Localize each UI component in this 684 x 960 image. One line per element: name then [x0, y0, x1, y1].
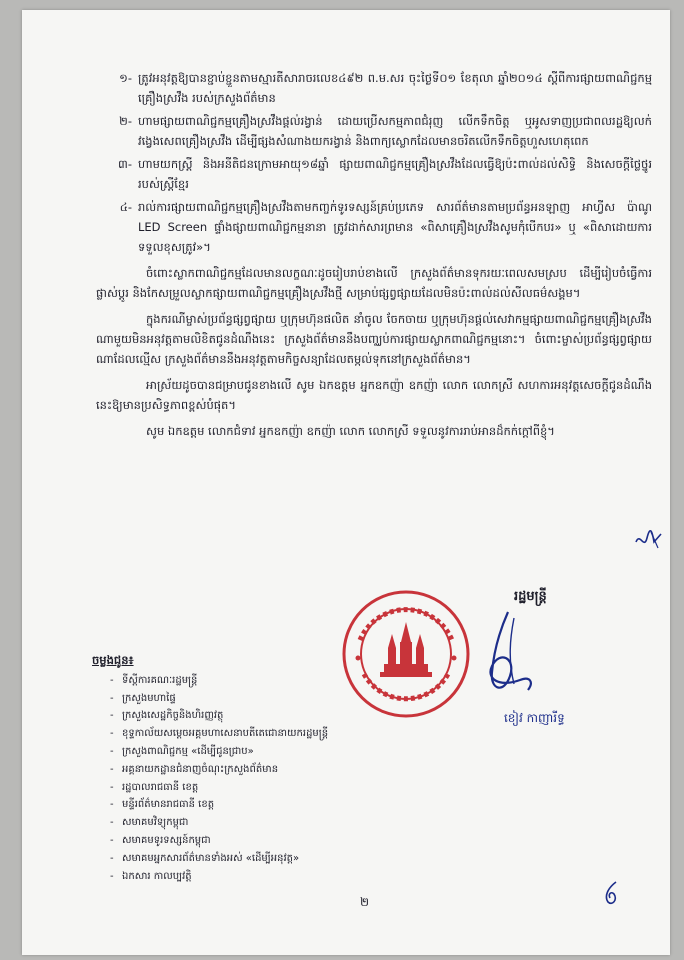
list-item: - ក្រសួងពាណិជ្ជកម្ម «ដើម្បីជូនជ្រាប»	[110, 743, 392, 761]
initial-mark-icon	[634, 528, 664, 552]
item-text: ហាមផ្សាយពាណិជ្ជកម្មគ្រឿងស្រវឹងផ្តល់រង្វាន់ ដោយប្រើសកម្មភាពជំរុញ លើកទឹកចិត្ត ឬអូសទាញប្រជាពលរដ្ឋឱ្យលក់វង្វេងសេពគ្រឿងស្រវឹង ដើម្បីផ្សងសំណាងយករង្វាន់ និងពាក្យស្លោកដែលមានចរិតលើកទឹកចិត្តហួសហេតុពេក	[138, 114, 652, 148]
list-item: - ទីស្តីការគណៈរដ្ឋមន្ត្រី	[110, 672, 392, 690]
list-item	[96, 111, 652, 151]
paragraph: ចំពោះស្លាកពាណិជ្ជកម្មដែលមានលក្ខណៈដូចរៀបរាប់ខាងលើ ក្រសួងព័ត៌មានទុករយៈពេលសមស្រប ដើម្បីរៀបចំធ្វើការផ្លាស់ប្តូរ និងកែសម្រួលស្លាកផ្សាយពាណិជ្ជកម្មគ្រឿងស្រវឹងថ្មី សម្រាប់ផ្សព្វផ្សាយដែលមិនប៉ះពាល់ដល់សីលធម៌សង្គម។	[96, 266, 652, 300]
item-number: ២-	[119, 114, 132, 128]
list-item: - រដ្ឋបាលរាជធានី ខេត្ត	[110, 779, 392, 797]
document-page	[22, 10, 670, 955]
item-number: ៤-	[119, 200, 132, 214]
list-item: - អគ្គនាយកដ្ឋានជំនាញចំណុះក្រសួងព័ត៌មាន	[110, 761, 392, 779]
item-text: ត្រូវអនុវត្តឱ្យបានខ្ជាប់ខ្ជួនតាមស្មារតីសារាចរលេខ៤៩២ ព.ម.សរ ចុះថ្ងៃទី០១ ខែតុលា ឆ្នាំ២០១៤ ស្តីពីការផ្សាយពាណិជ្ជកម្មគ្រឿងស្រវឹង របស់ក្រសួងព័ត៌មាន	[138, 71, 652, 105]
page-number: ២	[360, 895, 370, 909]
list-item	[96, 154, 652, 194]
item-text: ហាមយកស្ត្រី និងអនីតិជនក្រោមអាយុ១៨ឆ្នាំ ផ្សាយពាណិជ្ជកម្មគ្រឿងស្រវឹងដែលធ្វើឱ្យប៉ះពាល់ដល់សិទ្ធិ និងសេចក្តីថ្លៃថ្នូររបស់ស្ត្រីខ្មែរ	[138, 157, 652, 191]
signatory-title: រដ្ឋមន្ត្រី	[514, 589, 547, 604]
signatory-name: ខៀវ កាញារីទ្ធ	[504, 711, 565, 725]
signature-icon	[470, 610, 540, 700]
cc-title: ចម្លងជូន៖	[92, 653, 134, 667]
list-item: - ក្រសួងសេដ្ឋកិច្ចនិងហិរញ្ញវត្ថុ	[110, 707, 392, 725]
list-item	[96, 197, 652, 257]
list-item: - ខុទ្ទកាល័យសម្តេចអគ្គមហាសេនាបតីតេជោនាយករដ្ឋមន្ត្រី	[110, 725, 392, 743]
cc-list	[92, 652, 392, 885]
list-item: - សមាគមអ្នកសារព័ត៌មានទាំងអស់ «ដើម្បីអនុវត្ត»	[110, 850, 392, 868]
list-item: - ឯកសារ កាលប្បវត្តិ	[110, 868, 392, 886]
paragraph: អាស្រ័យដូចបានជម្រាបជូនខាងលើ សូម ឯកឧត្តម អ្នកឧកញ៉ា ឧកញ៉ា លោក លោកស្រី សហការអនុវត្តសេចក្តីជូនដំណឹងនេះឱ្យមានប្រសិទ្ធភាពខ្ពស់បំផុត។	[96, 378, 652, 412]
list-item: - មន្ទីរព័ត៌មានរាជធានី ខេត្ត	[110, 796, 392, 814]
list-item: - សមាគមវិទ្យុកម្ពុជា	[110, 814, 392, 832]
item-number: ១-	[119, 71, 132, 85]
list-item	[96, 68, 652, 108]
list-item: - សមាគមទូរទស្សន៍កម្ពុជា	[110, 832, 392, 850]
closing-paragraph: សូម ឯកឧត្តម លោកជំទាវ អ្នកឧកញ៉ា ឧកញ៉ា លោក លោកស្រី ទទួលនូវការរាប់អានដ៏កក់ក្តៅពីខ្ញុំ។	[146, 424, 555, 438]
letter-body	[96, 68, 652, 444]
item-number: ៣-	[118, 157, 132, 171]
item-text: រាល់ការផ្សាយពាណិជ្ជកម្មគ្រឿងស្រវឹងតាមកញ្ចក់ទូរទស្សន៍គ្រប់ប្រភេទ សារព័ត៌មានតាមប្រព័ន្ធអនឡាញ អាហ្វីស ប៉ាណូ LED Screen ផ្ទាំងផ្សាយពាណិជ្ជកម្មនានា ត្រូវដាក់សារព្រមាន «ពិសាគ្រឿងស្រវឹងសូមកុំបើកបរ» ឬ «ពិសាដោយការទទួលខុសត្រូវ»។	[138, 200, 652, 254]
list-item: - ក្រសួងមហាផ្ទៃ	[110, 690, 392, 708]
handwritten-mark-icon	[602, 880, 624, 906]
paragraph: ក្នុងករណីម្ចាស់ប្រព័ន្ធផ្សព្វផ្សាយ ឬក្រុមហ៊ុនផលិត នាំចូល ចែកចាយ ឬក្រុមហ៊ុនផ្តល់សេវាកម្មផ្សាយពាណិជ្ជកម្មគ្រឿងស្រវឹងណាមួយមិនអនុវត្តតាមលិខិតជូនដំណឹងនេះ ក្រសួងព័ត៌មាននឹងបញ្ឈប់ការផ្សាយស្លាកពាណិជ្ជកម្មនោះ។ ចំពោះម្ចាស់ប្រព័ន្ធផ្សព្វផ្សាយណាដែលល្មើស ក្រសួងព័ត៌មាននឹងអនុវត្តតាមកិច្ចសន្យាដែលតម្កល់ទុកនៅក្រសួងព័ត៌មាន។	[96, 312, 652, 366]
